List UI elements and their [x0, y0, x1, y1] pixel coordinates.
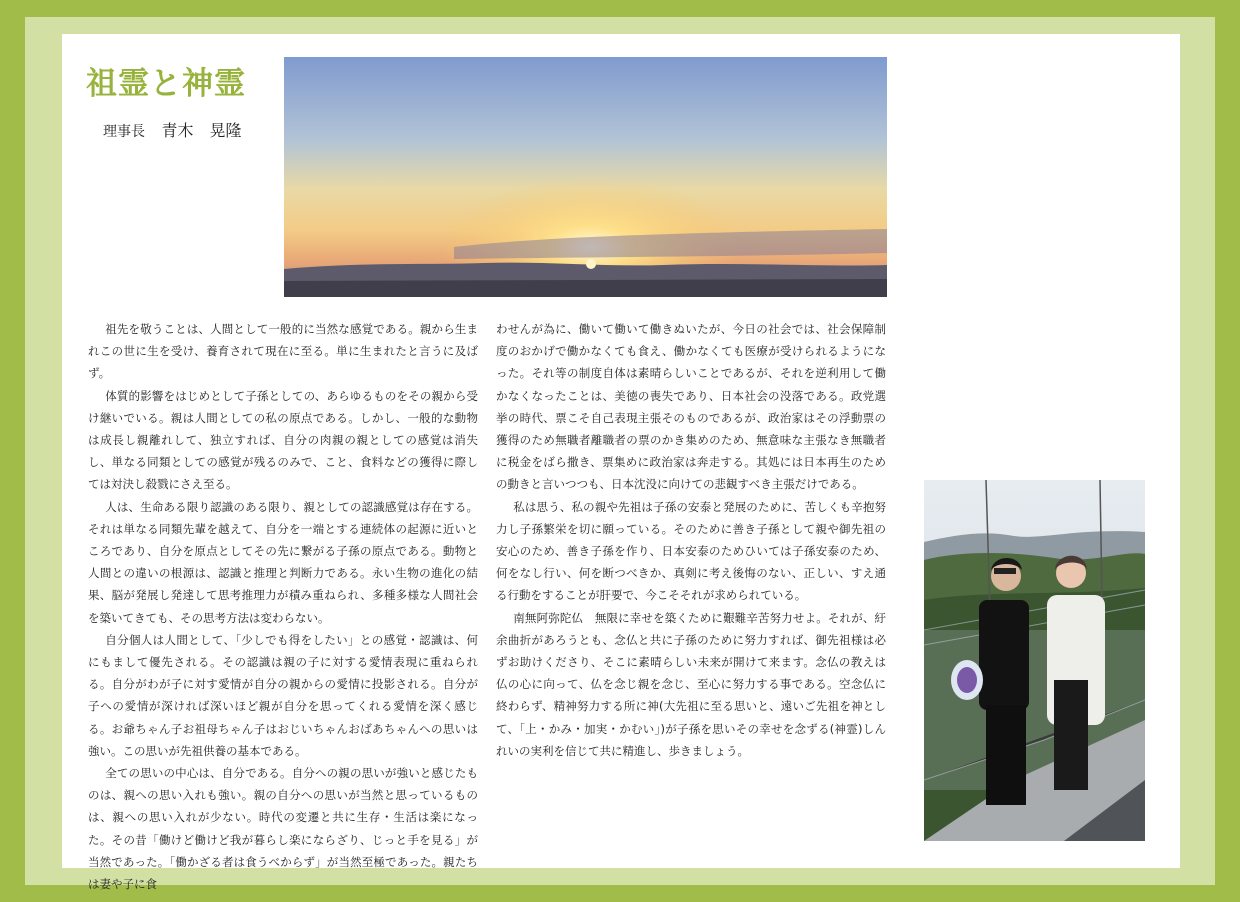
paragraph: 南無阿弥陀仏 無限に幸せを築くために艱難辛苦努力せよ。それが、紆余曲折があろうとも、念仏と共に子孫のために努力すれば、御先祖様は必ずお助けくださり、そこに素晴らしい未来が開けて来ます。念仏の教えは仏の心に向って、仏を念じ親を念じ、至心に努力する事である。空念仏に終わらず、精神努力する所に神(大先祖に至る思いと、遠いご先祖を神として、「上・かみ・加実・かむい」)が子孫を思いその幸せを念ずる(神霊)しんれいの実利を信じて共に精進し、歩きましょう。 [496, 610, 886, 758]
paragraph: 体質的影響をはじめとして子孫としての、あらゆるものをその親から受け継いでいる。親は人間としての私の原点である。しかし、一般的な動物は成長し親離れして、独立すれば、自分の肉親の親としての感覚は消失し、単なる同類としての感覚が残るのみで、こと、食料などの獲得に際しては対決し殺戮にさえ至る。 [88, 388, 478, 492]
body-column-right [496, 318, 886, 762]
sunset-landscape-photo [284, 57, 887, 297]
couple-on-bridge-photo [924, 480, 1145, 841]
article-title: 祖霊と神霊 [86, 66, 246, 102]
paragraph: 私は思う、私の親や先祖は子孫の安泰と発展のために、苦しくも辛抱努力し子孫繁栄を切に願っている。そのために善き子孫として親や御先祖の安心のため、善き子孫を作り、日本安泰のためひいては子孫安泰のため、何をなし行い、何を断つべきか、真剣に考え後悔のない、正しい、すえ通る行動をすることが肝要で、今こそそれが求められている。 [496, 499, 886, 603]
paragraph: わせんが為に、働いて働いて働きぬいたが、今日の社会では、社会保障制度のおかげで働かなくても食え、働かなくても医療が受けられるようになった。それ等の制度自体は素晴らしいことであるが、それを逆利用して働かなくなったことは、美徳の喪失であり、日本社会の没落である。政党選挙の時代、票こそ自己表現主張そのものであるが、政治家はその浮動票の獲得のため無職者離職者の票のかき集めのため、無意味な主張なき無職者に税金をばら撒き、票集めに政治家は奔走する。其処には日本再生のための動きと言いつつも、日本沈没に向けての悲観すべき主張だけである。 [496, 322, 886, 492]
author-role: 理事長 [103, 124, 145, 140]
paragraph: 祖先を敬うことは、人間として一般的に当然な感覚である。親から生まれこの世に生を受け、養育されて現在に至る。単に生まれたと言うに及ばず。 [88, 322, 478, 381]
paragraph: 人は、生命ある限り認識のある限り、親としての認識感覚は存在する。それは単なる同類先輩を越えて、自分を一端とする連続体の起源に近いところであり、自分を原点としてその先に繋がる子孫の原点である。動物と人間との違いの根源は、認識と推理と判断力である。永い生物の進化の結果、脳が発展し発達して思考推理力が積み重ねられ、多種多様な人間社会を築いてきても、その思考方法は変わらない。 [88, 499, 478, 625]
paragraph: 全ての思いの中心は、自分である。自分への親の思いが強いと感じたものは、親への思い入れも強い。親の自分への思いが当然と思っているものは、親への思い入れが少ない。時代の変遷と共に生存・生活は楽になった。その昔「働けど働けど我が暮らし楽にならざり、じっと手を見る」が当然であった。「働かざる者は食うべからず」が当然至極であった。親たちは妻や子に食 [88, 766, 478, 892]
paragraph: 自分個人は人間として、「少しでも得をしたい」との感覚・認識は、何にもまして優先される。その認識は親の子に対する愛情表現に重ねられる。自分がわが子に対す愛情が自分の親からの愛情に投影される。自分が子への愛情が深ければ深いほど親が自分を思ってくれる愛情を深く感じる。お爺ちゃん子お祖母ちゃん子はおじいちゃんおばあちゃんへの思いは強い。この思いが先祖供養の基本である。 [88, 632, 478, 758]
author-line [103, 118, 241, 141]
body-column-left [88, 318, 478, 895]
author-name: 青木 晃隆 [161, 121, 242, 140]
